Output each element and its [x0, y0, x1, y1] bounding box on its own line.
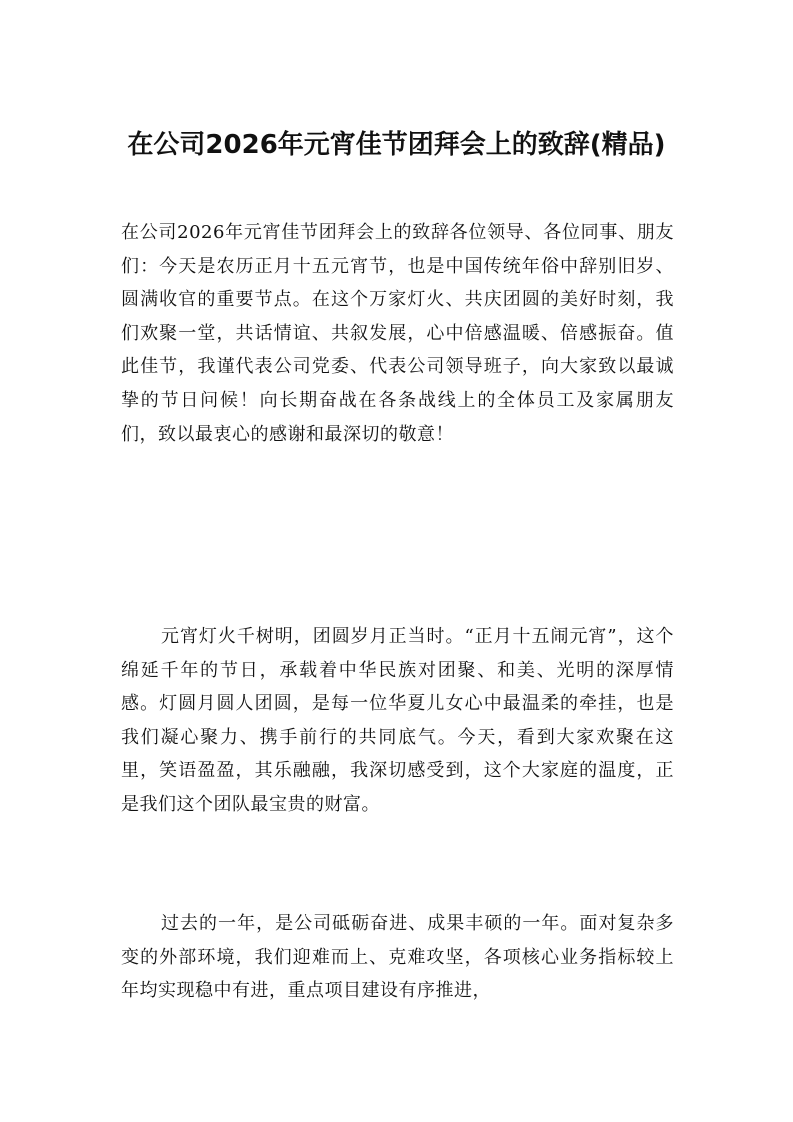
paragraph-2: 元宵灯火千树明，团圆岁月正当时。“正月十五闹元宵”，这个绵延千年的节日，承载着中华民族对团聚、和美、光明的深厚情感。灯圆月圆人团圆，是每一位华夏儿女心中最温柔的牵挂，也是我们凝心聚力、携手前行的共同底气。今天，看到大家欢聚在这里，笑语盈盈，其乐融融，我深切感受到，这个大家庭的温度，正是我们这个团队最宝贵的财富。 — [121, 626, 674, 815]
paragraph-3: 过去的一年，是公司砥砺奋进、成果丰硕的一年。面对复杂多变的外部环境，我们迎难而上、克难攻坚，各项核心业务指标较上年均实现稳中有进，重点项目建设有序推进， — [121, 913, 674, 1002]
paragraph-1: 在公司2026年元宵佳节团拜会上的致辞各位领导、各位同事、朋友们：今天是农历正月十五元宵节，也是中国传统年俗中辞别旧岁、圆满收官的重要节点。在这个万家灯火、共庆团圆的美好时刻，我们欢聚一堂，共话情谊、共叙发展，心中倍感温暖、倍感振奋。值此佳节，我谨代表公司党委、代表公司领导班子，向大家致以最诚挚的节日问候！向长期奋战在各条战线上的全体员工及家属朋友们，致以最衷心的感谢和最深切的敬意！ — [121, 222, 674, 445]
document-title: 在公司2026年元宵佳节团拜会上的致辞(精品) — [127, 130, 666, 160]
